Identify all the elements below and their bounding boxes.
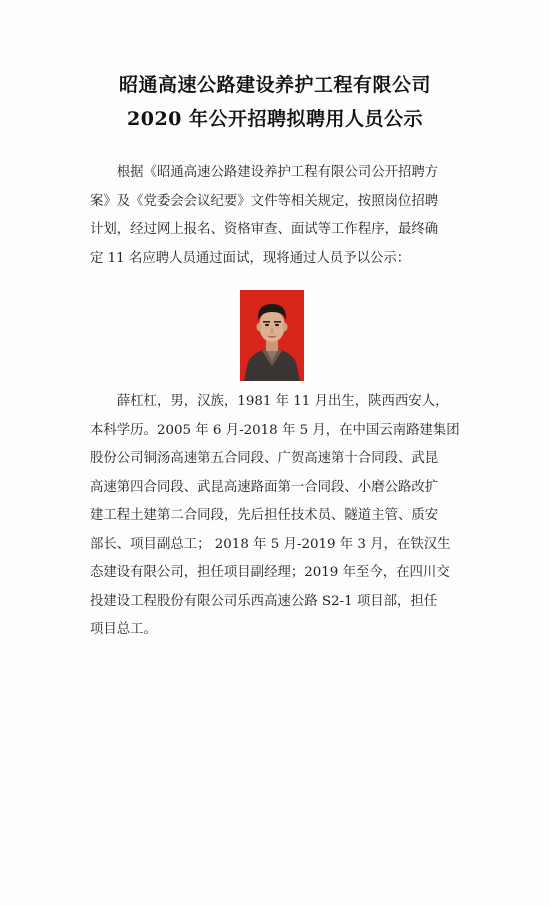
bio-line: 薛杠杠，男，汉族，1981 年 11 月出生，陕西西安人， [90, 394, 449, 409]
document-title-line1: 昭通高速公路建设养护工程有限公司 [118, 74, 431, 96]
bio-line: 部长、项目副总工； 2018 年 5 月-2019 年 3 月，在铁汉生 [90, 536, 451, 552]
bio-line: 股份公司铜汤高速第五合同段、广贺高速第十合同段、武昆 [90, 451, 439, 466]
bio-line: 建工程土建第二合同段，先后担任技术员、隧道主管、质安 [90, 508, 439, 523]
bio-line: 投建设工程股份有限公司乐西高速公路 S2-1 项目部，担任 [90, 593, 438, 609]
bio-line: 项目总工。 [90, 622, 157, 637]
intro-line: 定 11 名应聘人员通过面试，现将通过人员予以公示： [90, 250, 411, 266]
applicant-bio-paragraph [90, 388, 460, 645]
intro-paragraph [90, 159, 460, 273]
applicant-portrait-photo [240, 290, 304, 381]
bio-line: 本科学历。2005 年 6 月-2018 年 5 月，在中国云南路建集团 [90, 422, 460, 438]
bio-line: 态建设有限公司，担任项目副经理；2019 年至今，在四川交 [90, 565, 450, 580]
intro-line: 根据《昭通高速公路建设养护工程有限公司公开招聘方 [90, 165, 439, 180]
portrait-icon [240, 290, 304, 381]
document-title-line2: 2020 年公开招聘拟聘用人员公示 [127, 108, 423, 130]
intro-line: 案》及《党委会会议纪要》文件等相关规定，按照岗位招聘 [90, 193, 439, 209]
bio-line: 高速第四合同段、武昆高速路面第一合同段、小磨公路改扩 [90, 479, 439, 495]
intro-line: 计划，经过网上报名、资格审查、面试等工作程序，最终确 [90, 222, 439, 237]
